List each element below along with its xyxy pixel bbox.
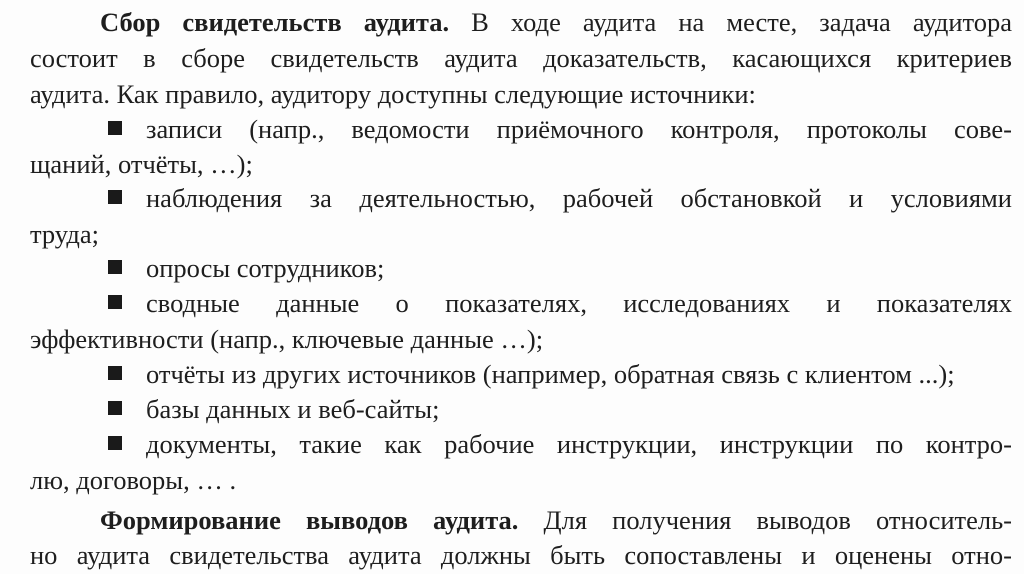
bullet-square-icon: [108, 401, 122, 415]
paragraph-1-line-3: аудита. Как правило, аудитору доступны следующие источники:: [30, 79, 756, 109]
bullet-3-line-1: опросы сотрудников;: [146, 253, 385, 283]
bullet-7-line-2: лю, договоры, … .: [30, 465, 237, 495]
bullet-square-icon: [108, 260, 122, 274]
paragraph-2-line-1: [100, 503, 1012, 538]
paragraph-2-text: Для получения выводов относитель-: [518, 505, 1012, 535]
paragraph-1-text: В ходе аудита на месте, задача аудитора: [449, 7, 1012, 37]
paragraph-1-line-1: [100, 5, 1012, 40]
bullet-4-line-1: сводные данные о показателях, исследованиях и показателях: [146, 288, 1012, 318]
paragraph-1-line-2: состоит в сборе свидетельств аудита доказательств, касающихся критериев: [30, 43, 1012, 73]
bullet-7-line-1: документы, такие как рабочие инструкции, инструкции по контро-: [146, 429, 1012, 459]
bullet-4-line-2: эффективности (напр., ключевые данные …);: [30, 324, 544, 354]
bullet-6-line-1: базы данных и веб-сайты;: [146, 394, 440, 424]
bullet-square-icon: [108, 190, 122, 204]
bullet-2-line-1: наблюдения за деятельностью, рабочей обстановкой и условиями: [146, 183, 1012, 213]
bullet-5-line-1: отчёты из других источников (например, обратная связь с клиентом ...);: [146, 359, 955, 389]
bullet-2-line-2: труда;: [30, 219, 99, 249]
bullet-1-line-1: записи (напр., ведомости приёмочного контроля, протоколы сове-: [146, 114, 1012, 144]
paragraph-1-heading: Сбор свидетельств аудита.: [100, 7, 450, 37]
bullet-square-icon: [108, 366, 122, 380]
bullet-square-icon: [108, 121, 122, 135]
bullet-1-line-2: щаний, отчёты, …);: [30, 149, 253, 179]
bullet-square-icon: [108, 295, 122, 309]
bullet-square-icon: [108, 436, 122, 450]
paragraph-2-heading: Формирование выводов аудита.: [100, 505, 519, 535]
paragraph-2-line-2: но аудита свидетельства аудита должны быть сопоставлены и оценены отно-: [30, 540, 1012, 570]
